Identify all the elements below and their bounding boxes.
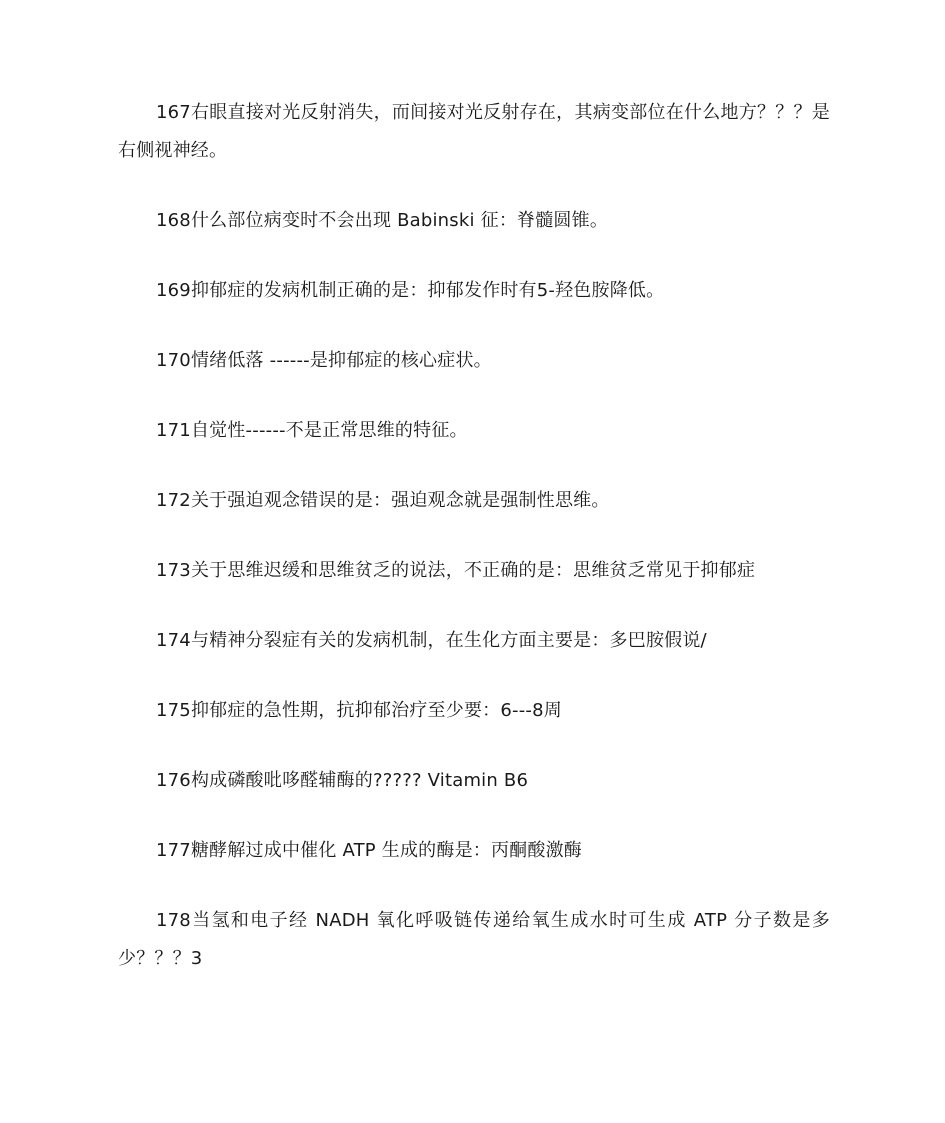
document-body <box>118 94 830 1010</box>
paragraph-170: 170情绪低落 ------是抑郁症的核心症状。 <box>156 350 492 371</box>
paragraph-178: 178当氢和电子经 NADH 氧化呼吸链传递给氧生成水时可生成 ATP 分子数是多少？？？3 <box>118 910 830 969</box>
paragraph-167: 167右眼直接对光反射消失，而间接对光反射存在，其病变部位在什么地方？？？是右侧视神经。 <box>118 102 830 161</box>
paragraph-175: 175抑郁症的急性期，抗抑郁治疗至少要：6---8周 <box>156 700 562 721</box>
paragraph-168: 168什么部位病变时不会出现 Babinski 征：脊髓圆锥。 <box>156 210 609 231</box>
paragraph-173: 173关于思维迟缓和思维贫乏的说法，不正确的是：思维贫乏常见于抑郁症 <box>156 560 756 581</box>
paragraph-177: 177糖酵解过成中催化 ATP 生成的酶是：丙酮酸激酶 <box>156 840 582 861</box>
paragraph-169: 169抑郁症的发病机制正确的是：抑郁发作时有5-羟色胺降低。 <box>156 280 665 301</box>
paragraph-171: 171自觉性------不是正常思维的特征。 <box>156 420 468 441</box>
paragraph-172: 172关于强迫观念错误的是：强迫观念就是强制性思维。 <box>156 490 610 511</box>
paragraph-176: 176构成磷酸吡哆醛辅酶的????? Vitamin B6 <box>156 770 529 791</box>
paragraph-174: 174与精神分裂症有关的发病机制，在生化方面主要是：多巴胺假说/ <box>156 630 707 651</box>
